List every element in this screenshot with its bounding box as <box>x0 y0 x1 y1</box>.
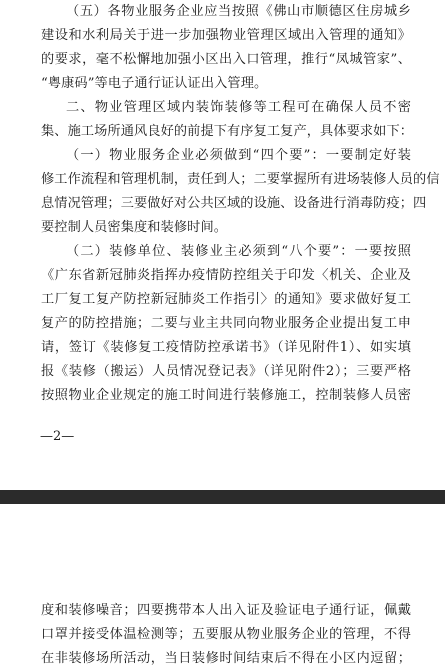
text-line: 修工作流程和管理机制，责任到人；二要掌握所有进场装修人员的信 <box>41 172 440 187</box>
text-line: 度和装修噪音；四要携带本人出入证及验证电子通行证，佩戴 <box>41 603 411 618</box>
text-line: 《广东省新冠肺炎指挥办疫情防控组关于印发〈机关、企业及 <box>41 268 411 283</box>
text-line: 复产的防控措施；二要与业主共同向物业服务企业提出复工申 <box>41 316 411 331</box>
text-line: 集、施工场所通风良好的前提下有序复工复产，具体要求如下： <box>41 124 414 139</box>
section-heading-line: 二、物业管理区域内装饰装修等工程可在确保人员不密 <box>66 100 411 115</box>
text-line: 要控制人员密集度和装修时间。 <box>41 220 228 235</box>
subsection-line: （一）物业服务企业必须做到“四个要”：一要制定好装 <box>66 148 411 163</box>
text-line: 口罩并接受体温检测等；五要服从物业服务企业的管理，不得 <box>41 627 411 642</box>
subsection-line: （二）装修单位、装修业主必须到“八个要”：一要按照 <box>66 244 411 259</box>
text-line: 报《装修（搬运）人员情况登记表》（详见附件2）；三要严格 <box>41 364 411 379</box>
text-line: 在非装修场所活动，当日装修时间结束后不得在小区内逗留； <box>41 651 411 666</box>
document-page-lower <box>0 504 445 669</box>
text-line: 建设和水利局关于进一步加强物业管理区域出入管理的通知》 <box>41 28 411 43</box>
text-line: “粤康码”等电子通行证认证出入管理。 <box>41 76 268 91</box>
page-separator <box>0 490 445 504</box>
text-line: 工厂复工复产防控新冠肺炎工作指引〉的通知》要求做好复工 <box>41 292 411 307</box>
text-line: 的要求，毫不松懈地加强小区出入口管理，推行“凤城管家”、 <box>41 52 411 67</box>
text-line: （五）各物业服务企业应当按照《佛山市顺德区住房城乡 <box>66 4 411 19</box>
text-line: 按照物业企业规定的施工时间进行装修施工，控制装修人员密 <box>41 388 411 403</box>
text-line: 请，签订《装修复工疫情防控承诺书》（详见附件1）、如实填 <box>41 340 411 355</box>
page-number: —2— <box>40 429 75 444</box>
text-line: 息情况管理；三要做好对公共区域的设施、设备进行消毒防疫；四 <box>41 196 427 211</box>
